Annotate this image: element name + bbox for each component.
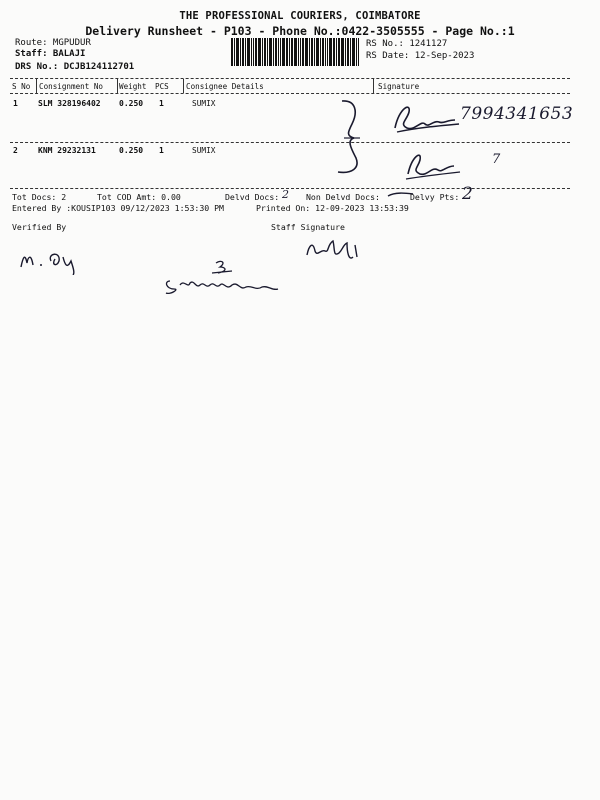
handwritten-signature [385,98,465,138]
barcode [231,38,359,66]
header-signature: Signature [378,82,420,91]
delvd-docs-label: Delvd Docs: [225,192,280,202]
table-header-rule [10,93,570,94]
col-divider [36,79,37,93]
header-sno: S No [12,82,31,91]
row-consignee: SUMIX [192,146,216,155]
col-divider [117,79,118,93]
company-title: THE PROFESSIONAL COURIERS, COIMBATORE [179,10,421,22]
row-consignment: KNM 29232131 [38,146,96,155]
handwritten-phone: 7994341653 [460,104,574,124]
header-weight: Weight [119,82,147,91]
staff-label: Staff: BALAJI [15,49,86,59]
handwritten-signature [400,146,465,182]
delvy-pts-handwritten: 2 [462,184,473,204]
staff-handwritten-signature [303,235,363,265]
verifier-signature [15,245,95,275]
runsheet-subtitle: Delivery Runsheet - P103 - Phone No.:0422-3505555 - Page No.:1 [85,24,515,38]
table-row-rule [10,142,570,143]
row-consignee: SUMIX [192,99,216,108]
col-divider [373,79,374,93]
tot-cod-amount: Tot COD Amt: 0.00 [97,192,181,202]
witness-signature [160,255,290,300]
table-bottom-rule [10,188,570,189]
non-delvd-docs-label: Non Delvd Docs: [306,192,380,202]
printed-on: Printed On: 12-09-2023 13:53:39 [256,203,409,213]
row-consignment: SLM 328196402 [38,99,101,108]
row-weight: 0.250 [119,99,144,108]
rs-number: RS No.: 1241127 [366,39,448,49]
row-weight: 0.250 [119,146,144,155]
header-consignment: Consignment No [39,82,104,91]
verified-by-label: Verified By [12,222,67,232]
col-divider [183,79,184,93]
delvy-pts-label: Delvy Pts: [410,192,460,202]
row-sno: 1 [13,99,18,108]
row-pcs: 1 [159,99,164,108]
route-label: Route: MGPUDUR [15,38,91,48]
staff-signature-label: Staff Signature [271,222,345,232]
row-pcs: 1 [159,146,164,155]
header-consignee: Consignee Details [186,82,264,91]
row-sno: 2 [13,146,18,155]
rs-date: RS Date: 12-Sep-2023 [366,51,475,61]
entered-by: Entered By :KOUSIP103 09/12/2023 1:53:30 PM [12,203,224,213]
tot-docs: Tot Docs: 2 [12,192,67,202]
handwritten-mark: 7 [492,152,501,167]
delvd-docs-handwritten: 2 [282,188,289,201]
handwritten-brace [330,98,370,178]
table-top-rule [10,78,570,79]
drs-number: DRS No.: DCJB124112701 [15,62,135,72]
header-pcs: PCS [155,82,169,91]
